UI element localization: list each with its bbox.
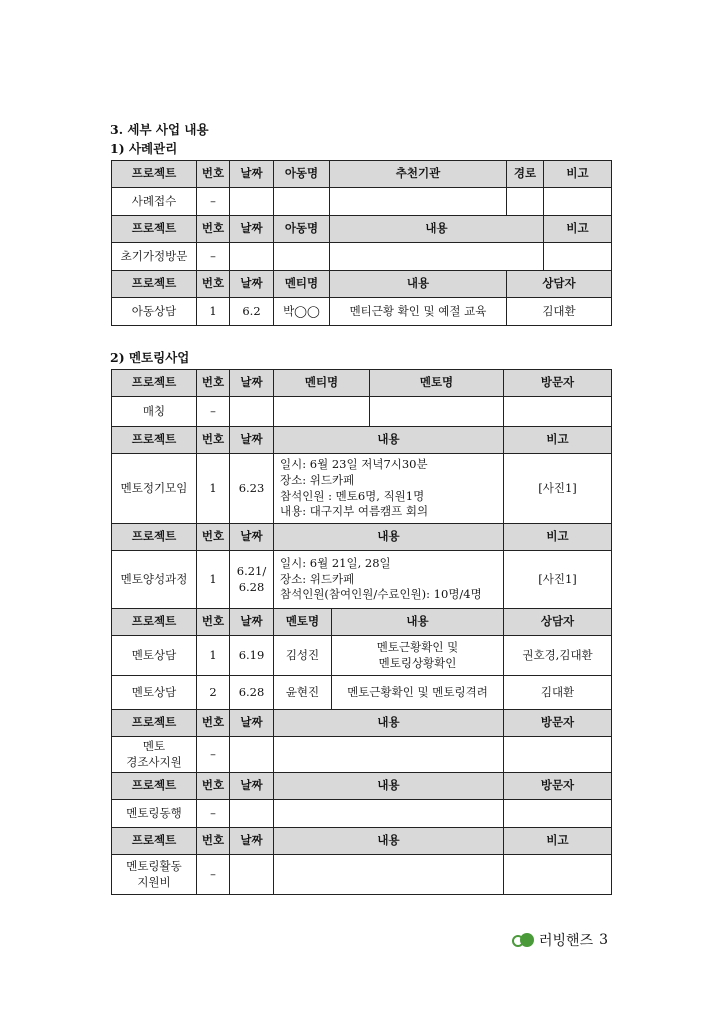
cell-project: 멘토링동행 (112, 800, 197, 828)
cell-number: 2 (197, 676, 230, 710)
project-line: 멘토 (142, 738, 166, 753)
cell-empty (330, 188, 507, 216)
header-date: 날짜 (230, 524, 274, 551)
header-content: 내용 (274, 524, 504, 551)
page-footer (512, 930, 608, 950)
case-management-table (111, 160, 612, 326)
cell-number: 1 (197, 551, 230, 609)
content-line: 일시: 6월 23일 저녁7시30분 (280, 457, 428, 472)
cell-number: – (197, 855, 230, 895)
content-line: 멘토링상황확인 (378, 655, 457, 670)
header-content: 내용 (332, 609, 504, 636)
cell-empty (230, 800, 274, 828)
table-header-row (112, 370, 612, 397)
cell-content (332, 636, 504, 676)
date-line: 6.21/ (236, 563, 267, 578)
cell-counselor: 김대환 (507, 298, 612, 326)
header-mentor-name: 멘토명 (274, 609, 332, 636)
header-counselor: 상담자 (504, 609, 612, 636)
header-note: 비고 (504, 828, 612, 855)
cell-empty (274, 397, 370, 427)
loving-hands-logo (512, 931, 536, 949)
header-child-name: 아동명 (274, 161, 330, 188)
table-row (112, 188, 612, 216)
cell-project: 사례접수 (112, 188, 197, 216)
cell-content (274, 454, 504, 524)
header-content: 내용 (330, 216, 544, 243)
mentoring-table (111, 369, 612, 895)
project-line: 경조사지원 (126, 754, 182, 769)
header-date: 날짜 (230, 773, 274, 800)
header-content: 내용 (330, 271, 507, 298)
header-project: 프로젝트 (112, 773, 197, 800)
header-counselor: 상담자 (507, 271, 612, 298)
subsection-title-mentoring: 2) 멘토링사업 (110, 350, 190, 365)
table-row (112, 676, 612, 710)
cell-project (112, 737, 197, 773)
cell-note: [사진1] (504, 551, 612, 609)
cell-empty (230, 737, 274, 773)
cell-counselor: 권호경,김대환 (504, 636, 612, 676)
header-date: 날짜 (230, 609, 274, 636)
header-number: 번호 (197, 271, 230, 298)
cell-empty (230, 397, 274, 427)
content-line: 장소: 위드카페 (280, 571, 355, 586)
cell-project: 매칭 (112, 397, 197, 427)
header-agency: 추천기관 (330, 161, 507, 188)
header-project: 프로젝트 (112, 216, 197, 243)
cell-date: 6.28 (230, 676, 274, 710)
cell-empty (544, 188, 612, 216)
header-number: 번호 (197, 370, 230, 397)
header-project: 프로젝트 (112, 370, 197, 397)
header-route: 경로 (507, 161, 544, 188)
header-number: 번호 (197, 161, 230, 188)
table-header-row (112, 828, 612, 855)
cell-project: 멘토상담 (112, 636, 197, 676)
header-number: 번호 (197, 773, 230, 800)
cell-project (112, 855, 197, 895)
header-mentee-name: 멘티명 (274, 370, 370, 397)
header-visitor: 방문자 (504, 370, 612, 397)
header-date: 날짜 (230, 427, 274, 454)
table-header-row (112, 524, 612, 551)
header-mentee-name: 멘티명 (274, 271, 330, 298)
header-project: 프로젝트 (112, 524, 197, 551)
cell-number: 1 (197, 636, 230, 676)
cell-empty (507, 188, 544, 216)
content-line: 내용: 대구지부 여름캠프 회의 (280, 504, 429, 519)
header-number: 번호 (197, 828, 230, 855)
header-date: 날짜 (230, 710, 274, 737)
project-line: 지원비 (137, 874, 171, 889)
table-header-row (112, 216, 612, 243)
content-line: 멘토근황확인 및 (376, 639, 459, 654)
cell-content: 멘토근황확인 및 멘토링격려 (332, 676, 504, 710)
cell-number: – (197, 397, 230, 427)
cell-empty (504, 800, 612, 828)
cell-empty (274, 855, 504, 895)
header-project: 프로젝트 (112, 271, 197, 298)
table-row (112, 551, 612, 609)
table-row (112, 800, 612, 828)
cell-empty (330, 243, 544, 271)
cell-project: 초기가정방문 (112, 243, 197, 271)
header-project: 프로젝트 (112, 427, 197, 454)
header-date: 날짜 (230, 271, 274, 298)
cell-project: 멘토정기모임 (112, 454, 197, 524)
table-row (112, 737, 612, 773)
header-number: 번호 (197, 216, 230, 243)
logo-hands-icon (512, 931, 536, 949)
header-project: 프로젝트 (112, 161, 197, 188)
header-note: 비고 (544, 216, 612, 243)
header-content: 내용 (274, 773, 504, 800)
header-note: 비고 (504, 524, 612, 551)
header-number: 번호 (197, 710, 230, 737)
cell-number: – (197, 737, 230, 773)
table-row (112, 454, 612, 524)
cell-number: 1 (197, 454, 230, 524)
header-content: 내용 (274, 427, 504, 454)
cell-empty (230, 188, 274, 216)
cell-number: – (197, 800, 230, 828)
cell-mentee: 박◯◯ (274, 298, 330, 326)
header-number: 번호 (197, 524, 230, 551)
cell-project: 멘토양성과정 (112, 551, 197, 609)
header-number: 번호 (197, 427, 230, 454)
cell-empty (274, 243, 330, 271)
cell-date: 6.2 (230, 298, 274, 326)
header-content: 내용 (274, 828, 504, 855)
table-header-row (112, 609, 612, 636)
header-child-name: 아동명 (274, 216, 330, 243)
header-date: 날짜 (230, 161, 274, 188)
header-date: 날짜 (230, 370, 274, 397)
cell-date (230, 551, 274, 609)
header-date: 날짜 (230, 216, 274, 243)
header-note: 비고 (544, 161, 612, 188)
cell-content: 멘티근황 확인 및 예절 교육 (330, 298, 507, 326)
header-content: 내용 (274, 710, 504, 737)
content-line: 참석인원 : 멘토6명, 직원1명 (280, 488, 425, 503)
cell-mentor: 윤현진 (274, 676, 332, 710)
table-header-row (112, 710, 612, 737)
content-line: 일시: 6월 21일, 28일 (280, 556, 391, 571)
table-header-row (112, 271, 612, 298)
cell-counselor: 김대환 (504, 676, 612, 710)
table-row (112, 298, 612, 326)
cell-content (274, 551, 504, 609)
header-project: 프로젝트 (112, 828, 197, 855)
cell-empty (230, 855, 274, 895)
table-row (112, 243, 612, 271)
cell-mentor: 김성진 (274, 636, 332, 676)
cell-empty (274, 737, 504, 773)
cell-empty (504, 737, 612, 773)
header-note: 비고 (504, 427, 612, 454)
table-row (112, 636, 612, 676)
header-number: 번호 (197, 609, 230, 636)
section-title: 3. 세부 사업 내용 (110, 122, 209, 137)
content-line: 장소: 위드카페 (280, 472, 355, 487)
table-row (112, 855, 612, 895)
cell-empty (544, 243, 612, 271)
header-project: 프로젝트 (112, 710, 197, 737)
cell-empty (504, 855, 612, 895)
cell-note: [사진1] (504, 454, 612, 524)
header-mentor-name: 멘토명 (370, 370, 504, 397)
header-visitor: 방문자 (504, 710, 612, 737)
header-project: 프로젝트 (112, 609, 197, 636)
project-line: 멘토링활동 (126, 858, 182, 873)
cell-number: – (197, 243, 230, 271)
content-line: 참석인원(참여인원/수료인원): 10명/4명 (280, 587, 482, 602)
cell-empty (504, 397, 612, 427)
cell-project: 아동상담 (112, 298, 197, 326)
table-header-row (112, 773, 612, 800)
cell-date: 6.19 (230, 636, 274, 676)
table-header-row (112, 161, 612, 188)
table-row (112, 397, 612, 427)
cell-project: 멘토상담 (112, 676, 197, 710)
subsection-title-case-management: 1) 사례관리 (110, 141, 178, 156)
cell-empty (274, 800, 504, 828)
cell-date: 6.23 (230, 454, 274, 524)
header-visitor: 방문자 (504, 773, 612, 800)
date-line: 6.28 (238, 579, 265, 594)
cell-number: 1 (197, 298, 230, 326)
page-number: 3 (599, 932, 609, 948)
table-header-row (112, 427, 612, 454)
cell-empty (274, 188, 330, 216)
cell-empty (230, 243, 274, 271)
brand-name: 러빙핸즈 (539, 933, 594, 949)
header-date: 날짜 (230, 828, 274, 855)
cell-number: – (197, 188, 230, 216)
cell-empty (370, 397, 504, 427)
